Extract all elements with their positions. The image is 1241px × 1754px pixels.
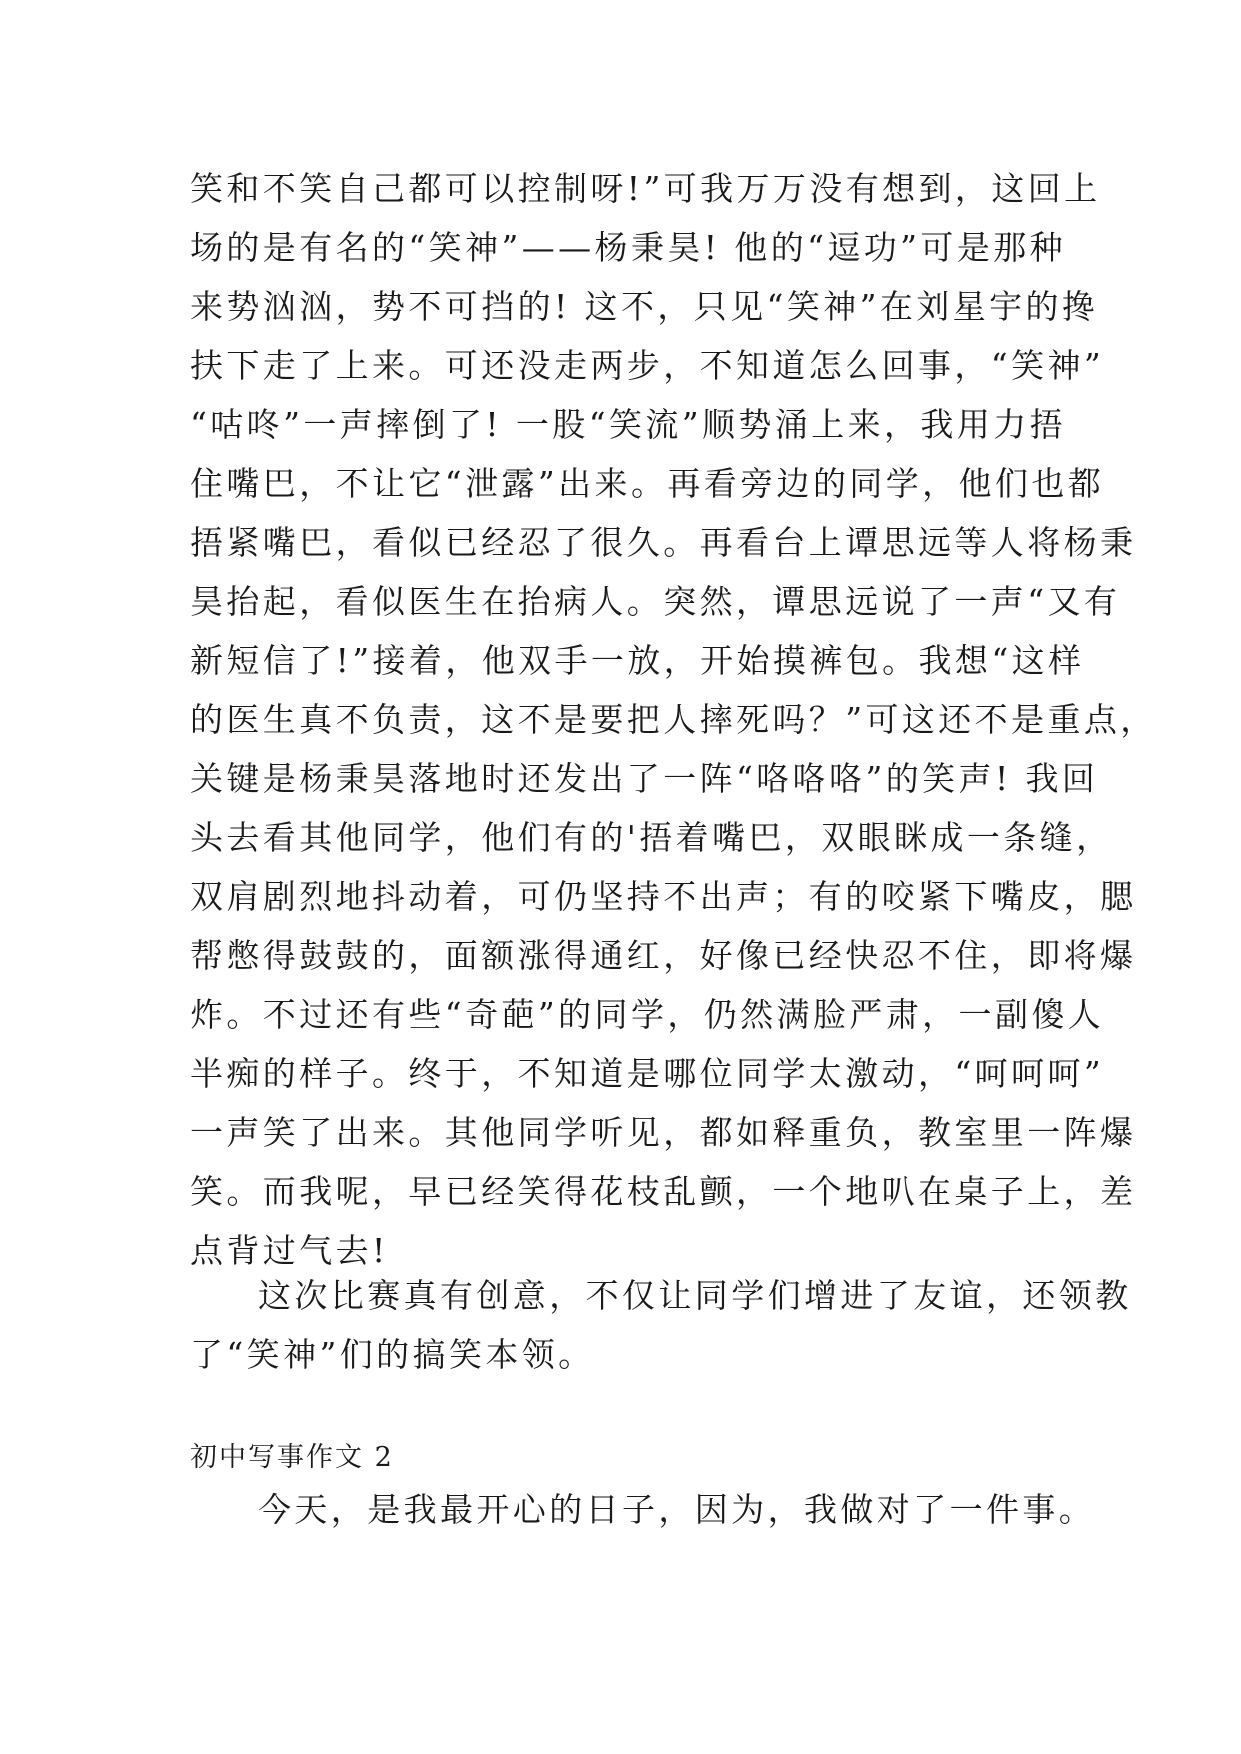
- paragraph-line: 关键是杨秉昊落地时还发出了一阵“咯咯咯”的笑声! 我回: [190, 759, 1099, 798]
- paragraph-line: 点背过气去!: [190, 1231, 389, 1270]
- paragraph-line: 捂紧嘴巴，看似已经忍了很久。再看台上谭思远等人将杨秉: [190, 523, 1137, 562]
- paragraph-line: 场的是有名的“笑神”——杨秉昊! 他的“逗功”可是那种: [190, 228, 1067, 267]
- paragraph-line: 住嘴巴，不让它“泄露”出来。再看旁边的同学，他们也都: [190, 464, 1105, 503]
- essay-paragraph: [190, 159, 1157, 1280]
- paragraph-line: 头去看其他同学，他们有的'捂着嘴巴，双眼眯成一条缝，: [190, 818, 1113, 857]
- paragraph-line: 新短信了!”接着，他双手一放，开始摸裤包。我想“这样: [190, 641, 1085, 680]
- paragraph-line: 一声笑了出来。其他同学听见，都如释重负，教室里一阵爆: [190, 1113, 1137, 1152]
- paragraph-line: 炸。不过还有些“奇葩”的同学，仍然满脸严肃，一副傻人: [190, 995, 1105, 1034]
- paragraph-line: 笑和不笑自己都可以控制呀!”可我万万没有想到，这回上: [190, 169, 1101, 208]
- paragraph-line: “咕咚”一声摔倒了! 一股“笑流”顺势涌上来，我用力捂: [190, 405, 1067, 444]
- paragraph-line: 笑。而我呢，早已经笑得花枝乱颤，一个地叭在桌子上，差: [190, 1172, 1137, 1211]
- paragraph-line: 半痴的样子。终于，不知道是哪位同学太激动，“呵呵呵”: [190, 1054, 1105, 1093]
- paragraph-line: 来势汹汹，势不可挡的! 这不，只见“笑神”在刘星宇的搀: [190, 287, 1099, 326]
- paragraph-line: 昊抬起，看似医生在抬病人。突然，谭思远说了一声“又有: [190, 582, 1121, 621]
- paragraph-line: 的医生真不负责，这不是要把人摔死吗？”可这还不是重点，: [190, 700, 1157, 739]
- paragraph-line: 双肩剧烈地抖动着，可仍坚持不出声；有的咬紧下嘴皮，腮: [190, 877, 1137, 916]
- paragraph-line: 这次比赛真有创意，不仅让同学们增进了友谊，还领教: [258, 1276, 1132, 1315]
- conclusion-paragraph: [190, 1266, 1132, 1384]
- essay-title-text: 初中写事作文 2: [190, 1442, 394, 1473]
- paragraph-line: 帮憋得鼓鼓的，面额涨得通红，好像已经快忍不住，即将爆: [190, 936, 1137, 975]
- essay-title: [190, 1428, 1060, 1487]
- paragraph-line: 扶下走了上来。可还没走两步，不知道怎么回事，“笑神”: [190, 346, 1105, 385]
- essay-opening-paragraph: [190, 1480, 1096, 1539]
- paragraph-line: 了“笑神”们的搞笑本领。: [190, 1335, 595, 1374]
- paragraph-line: 今天，是我最开心的日子，因为，我做对了一件事。: [258, 1490, 1096, 1529]
